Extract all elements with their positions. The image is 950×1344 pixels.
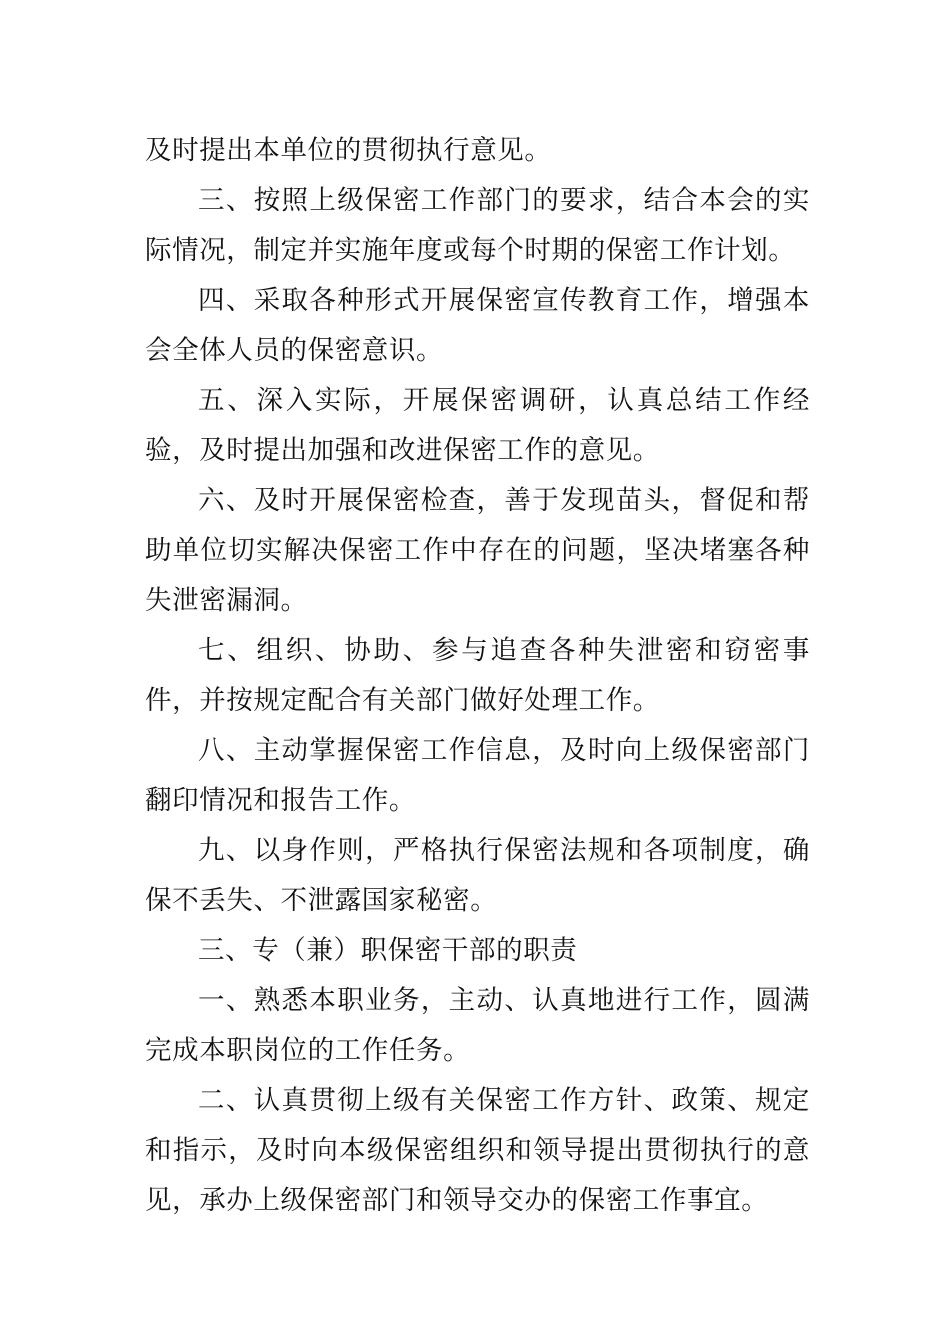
document-body [145, 126, 810, 1226]
paragraph-item-4: 四、采取各种形式开展保密宣传教育工作，增强本会全体人员的保密意识。 [145, 285, 810, 366]
paragraph-item-3: 三、按照上级保密工作部门的要求，结合本会的实际情况，制定并实施年度或每个时期的保密工作计划。 [145, 185, 810, 266]
paragraph-item-9: 九、以身作则，严格执行保密法规和各项制度，确保不丢失、不泄露国家秘密。 [145, 835, 810, 916]
paragraph-duty-1: 一、熟悉本职业务，主动、认真地进行工作，圆满完成本职岗位的工作任务。 [145, 985, 810, 1066]
paragraph-item-6: 六、及时开展保密检查，善于发现苗头，督促和帮助单位切实解决保密工作中存在的问题，坚决堵塞各种失泄密漏洞。 [145, 485, 810, 616]
section-heading: 三、专（兼）职保密干部的职责 [198, 935, 578, 966]
paragraph-item-5: 五、深入实际，开展保密调研，认真总结工作经验，及时提出加强和改进保密工作的意见。 [145, 385, 810, 466]
paragraph-continuation: 及时提出本单位的贯彻执行意见。 [145, 135, 552, 166]
paragraph-item-7: 七、组织、协助、参与追查各种失泄密和窃密事件，并按规定配合有关部门做好处理工作。 [145, 635, 810, 716]
paragraph-duty-2: 二、认真贯彻上级有关保密工作方针、政策、规定和指示，及时向本级保密组织和领导提出贯彻执行的意见，承办上级保密部门和领导交办的保密工作事宜。 [145, 1085, 810, 1216]
paragraph-item-8: 八、主动掌握保密工作信息，及时向上级保密部门翻印情况和报告工作。 [145, 735, 810, 816]
